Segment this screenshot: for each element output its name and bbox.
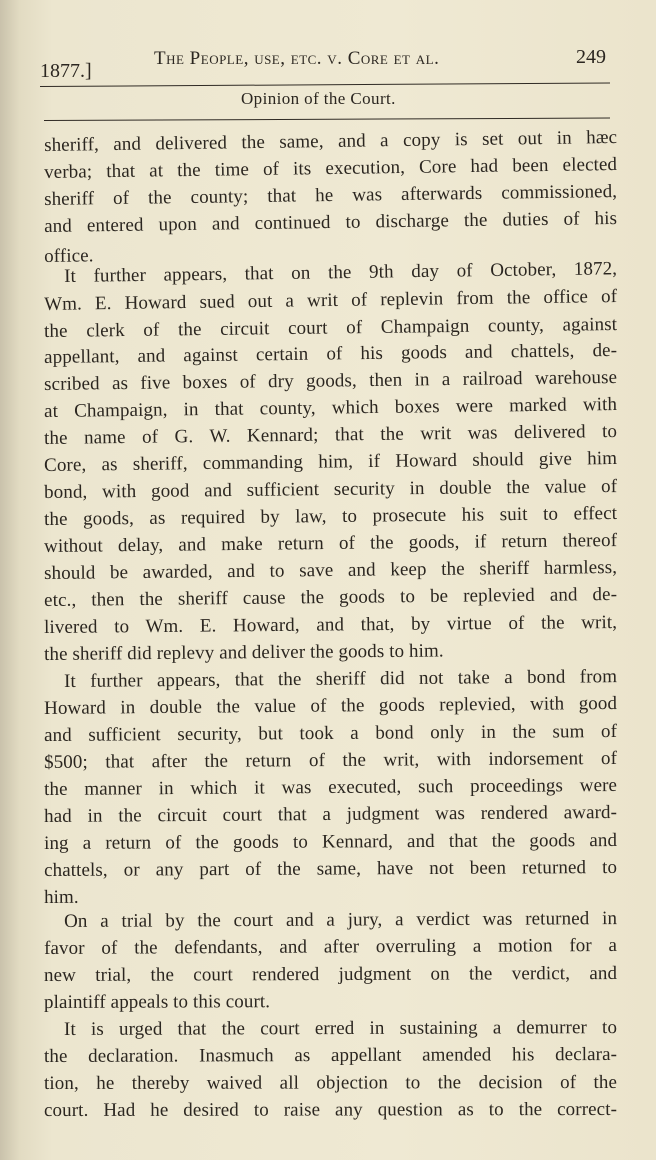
text-line: office. [43,245,94,267]
section-label: Opinion of the Court. [241,89,396,108]
text-line: and sufficient security, but took a bond only in the sum of [43,720,618,746]
text-line: Howard in double the value of the goods replevied, with good [43,692,618,719]
text-line: and entered upon and continued to discharge the duties of his [43,207,618,237]
text-line: sheriff of the county; that he was afterwards commissioned, [43,180,618,210]
text-line: livered to Wm. E. Howard, and that, by virtue of the writ, [43,611,618,638]
text-line: plaintiff appeals to this court. [43,991,271,1013]
text-line: at Champaign, in that county, which boxes were marked with [43,393,618,422]
text-line: It further appears, that on the 9th day of October, 1872, [63,258,618,287]
text-line: tion, he thereby waived all objection to the decision of the [43,1071,618,1094]
text-line: appellant, and against certain of his goods and chattels, de- [43,339,618,368]
text-line: the sheriff did replevy and deliver the goods to him. [43,640,444,665]
page-number: 249 [576,46,606,68]
text-line: him. [43,886,79,908]
text-line: Core, as sheriff, commanding him, if Howard should give him [43,447,618,476]
text-line: bond, with good and sufficient security in double the value of [43,475,618,503]
text-line: sheriff, and delivered the same, and a copy is set out in hæc [43,126,618,156]
text-line: It further appears, that the sheriff did not take a bond from [63,666,618,692]
text-line: scribed as five boxes of dry goods, then in a railroad warehouse [43,366,618,395]
text-line: the goods, as required by law, to prosecute his suit to effect [43,502,618,530]
text-line: Wm. E. Howard sued out a writ of replevin from the office of [43,285,618,315]
text-line: verba; that at the time of its execution, Core had been elected [43,153,618,183]
text-line: etc., then the sheriff cause the goods to be replevied and de- [43,583,618,611]
text-line: had in the circuit court that a judgment was rendered award- [43,801,618,827]
text-line: new trial, the court rendered judgment on the verdict, and [43,962,618,986]
text-line: the declaration. Inasmuch as appellant amended his declara- [43,1043,618,1067]
running-title: The People, use, etc. v. Core et al. [154,48,440,69]
text-line: the clerk of the circuit court of Champaign county, against [43,313,618,342]
text-line: favor of the defendants, and after overruling a motion for a [43,934,618,959]
text-line: It is urged that the court erred in sustaining a demurrer to [63,1017,618,1040]
text-line: On a trial by the court and a jury, a verdict was returned in [63,908,618,932]
text-line: court. Had he desired to raise any question as to the correct- [43,1098,618,1121]
text-line: ing a return of the goods to Kennard, and that the goods and [43,829,618,854]
text-line: should be awarded, and to save and keep the sheriff harmless, [43,556,618,584]
year-label: 1877.] [40,60,92,82]
text-line: chattels, or any part of the same, have not been returned to [43,856,618,881]
text-line: the name of G. W. Kennard; that the writ was delivered to [43,420,618,449]
text-line: $500; that after the return of the writ, with indorsement of [43,747,618,773]
text-line: the manner in which it was executed, such proceedings were [43,774,618,800]
text-line: without delay, and make return of the goods, if return thereof [43,529,618,557]
